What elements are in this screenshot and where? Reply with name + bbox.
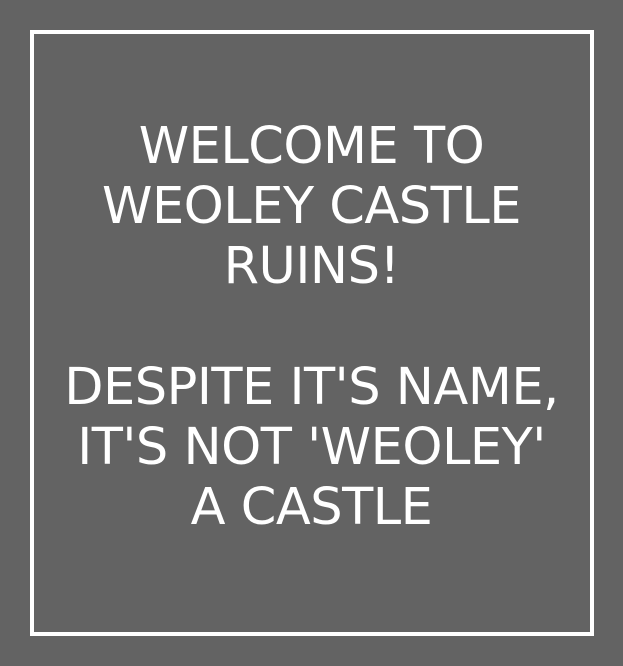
joke-line-2: IT'S NOT 'WEOLEY' — [77, 418, 546, 477]
joke-line-1: DESPITE IT'S NAME, — [64, 358, 559, 417]
greeting-text — [0, 117, 623, 297]
joke-text — [0, 358, 623, 538]
greeting-line-3: RUINS! — [223, 237, 400, 296]
joke-line-3: A CASTLE — [190, 478, 433, 537]
greeting-line-2: WEOLEY CASTLE — [102, 177, 521, 236]
greeting-line-1: WELCOME TO — [138, 117, 485, 176]
